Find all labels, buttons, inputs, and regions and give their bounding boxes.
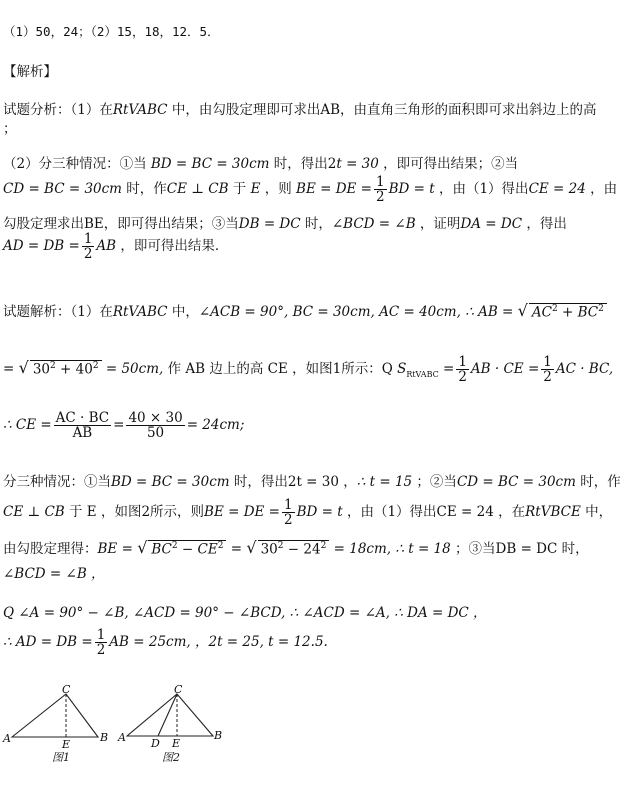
rad-ac: AC	[531, 304, 552, 320]
analysis-head: 试题分析：（1）在	[3, 102, 113, 118]
analysis-line-2	[3, 152, 518, 172]
rad-bc: BC	[577, 304, 599, 320]
half-num-2: 1	[83, 231, 93, 247]
ad-line-a: ∴ AD = DB =	[3, 634, 93, 651]
eq3: =	[230, 541, 243, 557]
sol-rt: RtVABC	[112, 304, 168, 320]
ce-res: = 24cm;	[186, 417, 245, 434]
sq-1: 2	[551, 303, 558, 314]
half-ac-bc: AC · BC,	[555, 361, 614, 378]
at-e: 于	[228, 181, 251, 198]
fig1-triangle	[12, 694, 98, 737]
half-ab-ce: AB · CE =	[470, 361, 540, 378]
fig1-caption: 图1	[52, 751, 70, 764]
half-5-d: 2	[284, 512, 293, 529]
half-6-n: 1	[96, 627, 106, 643]
section-title: 【解析】	[3, 64, 57, 80]
sol-c3: ；③当DB = DC 时，	[450, 541, 589, 557]
point-e: E	[250, 181, 261, 198]
half-4-n: 1	[543, 354, 552, 370]
bd-t: BD = t	[388, 181, 435, 198]
half-3	[456, 355, 469, 384]
solution-line-8	[3, 601, 487, 621]
t-eq-30: t = 30	[336, 156, 379, 172]
sq-6: 2	[217, 540, 224, 551]
radicand-1	[529, 303, 607, 321]
sol-c1-text: 时，得出2t = 30 ，	[229, 474, 357, 490]
analysis-line-3	[3, 175, 617, 204]
be-rad-24: 24	[303, 541, 321, 557]
angle-line: ∠BCD = ∠B ，	[3, 566, 105, 582]
radical-sign: √	[517, 301, 528, 320]
sol-c2: CD = BC = 30cm	[456, 474, 576, 490]
frac-acbc-d: AB	[72, 425, 93, 442]
frac-40x30	[126, 411, 184, 440]
analysis-line-4	[3, 212, 567, 232]
t-18: ∴ t = 18	[395, 541, 451, 557]
analysis-line-1	[3, 98, 597, 118]
zhong-text: 中，	[580, 504, 613, 521]
fig2-label-d: D	[151, 737, 160, 750]
perp-eq: CE ⊥ CB	[166, 181, 229, 198]
ce-24: CE = 24	[528, 181, 586, 198]
solution-line-2	[3, 355, 613, 384]
prove-text: ，证明	[415, 216, 461, 232]
plus: +	[557, 304, 578, 320]
half-3-d: 2	[458, 369, 467, 386]
from1-2: ，由（1）得出CE = 24 ，在	[342, 504, 526, 521]
fig2-text: 于 E ，如图2所示，则	[64, 504, 205, 521]
radicand-2: $30^2 + 40^2$	[30, 360, 102, 378]
solution-line-9	[3, 628, 328, 657]
perp-line: CE ⊥ CB	[3, 504, 65, 521]
frac-acbc-n: AC · BC	[55, 410, 110, 426]
half-den-2: 2	[83, 246, 93, 263]
half-6-d: 2	[96, 642, 106, 659]
frac-40x30-n: 40 × 30	[128, 410, 183, 426]
half-4-d: 2	[543, 369, 552, 386]
half-3-n: 1	[458, 354, 467, 370]
be-de: BE = DE =	[296, 181, 372, 198]
sol-c1: BD = BC = 30cm	[111, 474, 230, 490]
fig1-label-c: C	[62, 683, 71, 696]
analysis-tail: ；	[3, 121, 17, 137]
ab-height-text: 作 AB 边上的高 CE ，如图1所示：Q	[163, 361, 398, 378]
eq-start: =	[3, 361, 15, 378]
eq2: =	[113, 417, 125, 434]
sol-angle: ∠ACB = 90°,	[198, 304, 289, 320]
get-text: ，得出	[522, 216, 567, 232]
half-5-n: 1	[284, 497, 293, 513]
half-4	[541, 355, 554, 384]
radicand-4: $30^2 - 24^2$	[258, 540, 330, 558]
be-rad-bc: BC	[151, 541, 172, 557]
case1-end: ，即可得出结果；②当	[378, 156, 519, 172]
sol-ab: ∴ AB =	[465, 304, 514, 320]
fig1-label-e: E	[62, 738, 71, 751]
analysis-line-5	[3, 232, 228, 261]
fig2-cd	[158, 694, 177, 736]
rt-abc: RtVABC	[112, 102, 168, 118]
sq-8: 2	[320, 540, 327, 551]
radical-sign-4: √	[246, 538, 257, 557]
ad-db: AD = DB =	[3, 238, 80, 255]
ad-line-b: AB = 25cm, ，2t = 25, t = 12.5.	[109, 634, 328, 651]
sq-3: 2	[50, 360, 56, 371]
be-rad-ce: CE	[197, 541, 218, 557]
half-6	[95, 628, 108, 657]
sol-c2-text: 时，作	[575, 474, 621, 490]
da-dc: DA = DC	[460, 216, 523, 232]
case1-eq: BD = BC = 30cm	[150, 156, 270, 172]
comma-text: ，由	[585, 181, 618, 198]
fig1-label-b: B	[100, 731, 109, 744]
be-rad-30: 30	[260, 541, 278, 557]
case2-eq: CD = BC = 30cm	[3, 181, 122, 198]
fig2-label-c: C	[174, 683, 183, 696]
be-res: = 18cm,	[333, 541, 392, 557]
fig1-label-a: A	[3, 732, 11, 745]
radical-sign-3: √	[137, 538, 148, 557]
sq-7: 2	[277, 540, 284, 551]
half-5	[282, 498, 295, 527]
result-text: ，即可得出结果．	[116, 238, 229, 255]
half-num: 1	[376, 174, 385, 190]
ab-text: AB	[96, 238, 117, 255]
eq-sign: =	[438, 361, 455, 378]
when-text: 时，	[300, 216, 332, 232]
eq-50: = 50cm,	[105, 361, 164, 378]
rad-30: 30	[32, 361, 50, 378]
sol-bc: BC = 30cm,	[292, 304, 375, 320]
fig2-label-b: B	[214, 729, 223, 742]
s-symbol: S	[397, 361, 407, 378]
q-line: Q ∠A = 90° − ∠B, ∠ACD = 90° − ∠BCD, ∴ ∠ACD = ∠A, ∴ DA = DC ，	[3, 605, 487, 621]
pythag-line: 勾股定理求出BE，即可得出结果；③当	[3, 216, 239, 232]
sol-case-head: 分三种情况：①当	[3, 474, 111, 490]
frac-40x30-d: 50	[146, 425, 165, 442]
radical-sign-2: √	[18, 358, 29, 378]
half-fraction	[374, 175, 387, 204]
sq-5: 2	[171, 540, 178, 551]
solution-line-7	[3, 562, 105, 582]
analysis-mid: 中，由勾股定理即可求出AB，由直角三角形的面积即可求出斜边上的高	[167, 102, 597, 118]
db-dc: DB = DC	[238, 216, 301, 232]
angle-eq: ∠BCD = ∠B	[331, 216, 416, 232]
from1-text: ，由（1）得出	[434, 181, 529, 198]
case1-text: 时，得出2	[269, 156, 337, 172]
minus: −	[177, 541, 198, 557]
rad-40: 40	[75, 361, 93, 378]
bd-t-2: BD = t	[296, 504, 343, 521]
ce-eq: ∴ CE =	[3, 417, 52, 434]
answer-line: （1）50，24；（2）15，18，12．5．	[3, 24, 220, 39]
sq-4: 2	[92, 360, 99, 371]
be-de-2: BE = DE =	[204, 504, 280, 521]
solution-line-4	[3, 470, 621, 490]
sol-head: 试题解析：（1）在	[3, 304, 113, 320]
half-den: 2	[376, 189, 385, 206]
sol-c2-head: ；②当	[412, 474, 457, 490]
fig2-label-e: E	[172, 737, 181, 750]
solution-line-5	[3, 498, 612, 527]
radicand-3	[148, 540, 226, 558]
fig2-label-a: A	[118, 731, 126, 744]
half-fraction-2	[82, 232, 95, 261]
sol-ac: AC = 40cm,	[379, 304, 461, 320]
then-text: ，则	[260, 181, 297, 198]
sol-mid: 中，	[167, 304, 199, 320]
solution-line-3	[3, 411, 244, 440]
fig2-caption: 图2	[162, 751, 180, 764]
case-head: （2）分三种情况：①当	[3, 156, 147, 172]
pythag-text: 由勾股定理得：	[3, 541, 98, 557]
fig2-triangle	[127, 694, 213, 736]
be-eq: BE =	[97, 541, 133, 557]
rt-bce: RtVBCE	[525, 504, 581, 521]
t-15: ∴ t = 15	[356, 474, 413, 490]
s-sub: RtVABC	[406, 369, 439, 379]
solution-line-1	[3, 300, 607, 320]
frac-acbc	[54, 411, 111, 440]
sq-2: 2	[598, 303, 604, 314]
case2-text: 时，作	[121, 181, 167, 198]
solution-line-6	[3, 537, 589, 557]
